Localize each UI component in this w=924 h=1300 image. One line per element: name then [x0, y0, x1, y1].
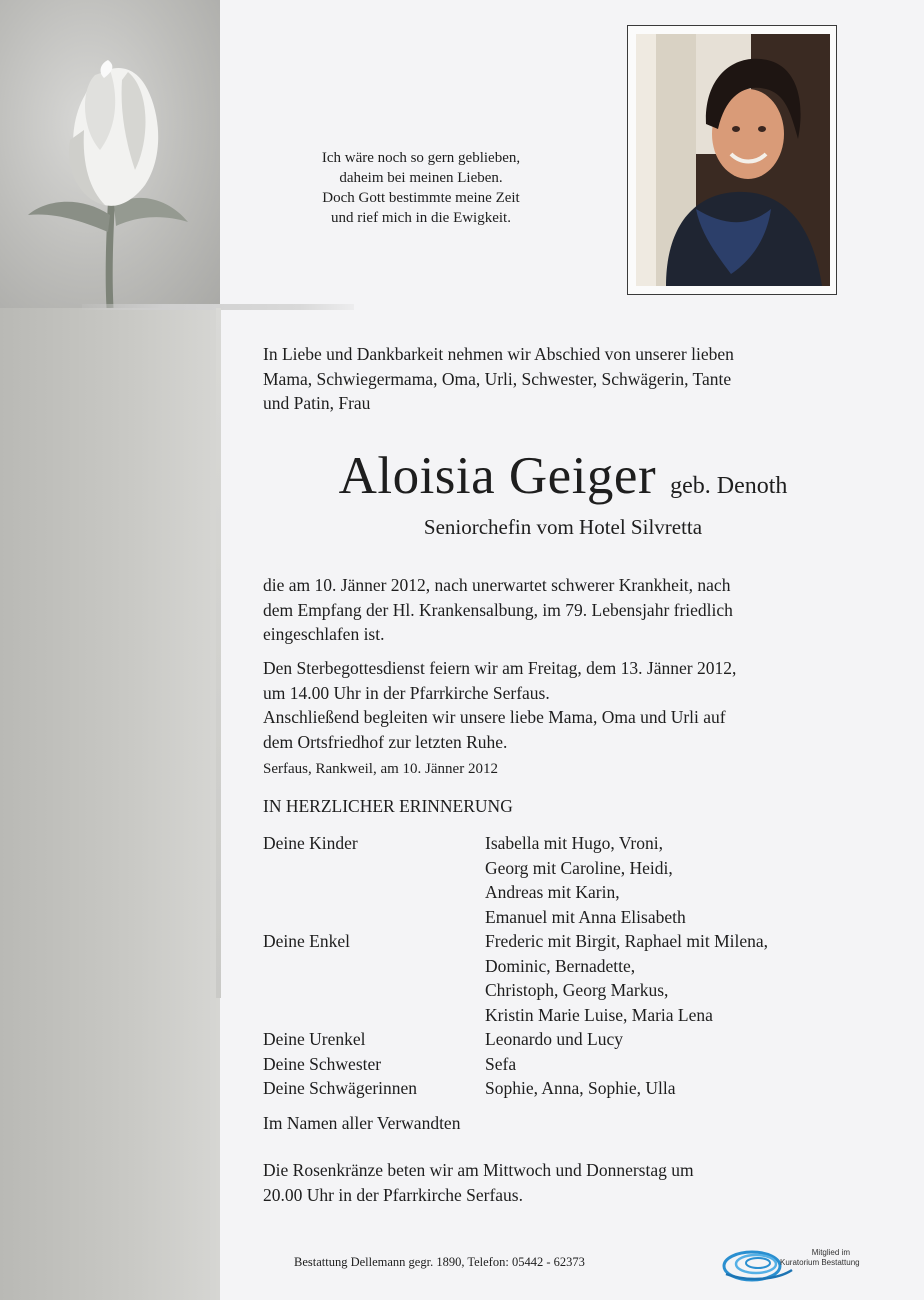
portrait-image	[636, 34, 830, 286]
death-notice-line: die am 10. Jänner 2012, nach unerwartet schwerer Krankheit, nach	[263, 575, 731, 595]
family-row	[263, 1076, 883, 1101]
portrait-photo	[627, 25, 837, 295]
family-names-line: Kristin Marie Luise, Maria Lena	[485, 1004, 713, 1025]
rosary-info	[263, 1158, 873, 1207]
deceased-name: Aloisia Geiger	[338, 447, 657, 505]
on-behalf	[263, 1111, 873, 1136]
rosary-line: Die Rosenkränze beten wir am Mittwoch und Donnerstag um	[263, 1160, 694, 1180]
service-info	[263, 656, 873, 754]
remembrance-heading: IN HERZLICHER ERINNERUNG	[263, 796, 513, 816]
intro-line: Mama, Schwiegermama, Oma, Urli, Schwester, Schwägerin, Tante	[263, 368, 732, 389]
family-row	[263, 1027, 883, 1052]
family-row	[263, 831, 883, 929]
death-notice-line: dem Empfang der Hl. Krankensalbung, im 79. Lebensjahr friedlich	[263, 599, 733, 620]
poem-line: und rief mich in die Ewigkeit.	[331, 210, 511, 226]
logo-caption-line: Mitglied im	[811, 1248, 850, 1257]
rose-image	[0, 0, 220, 308]
family-row	[263, 1052, 883, 1077]
family-role: Deine Kinder	[263, 833, 358, 853]
deceased-name-row	[263, 446, 863, 506]
poem-line: Doch Gott bestimmte meine Zeit	[322, 190, 520, 206]
logo-caption-line: Kuratorium Bestattung	[780, 1258, 860, 1267]
divider-line	[216, 308, 221, 998]
service-line: Den Sterbegottesdienst feiern wir am Freitag, dem 13. Jänner 2012,	[263, 658, 737, 678]
deceased-role: Seniorchefin vom Hotel Silvretta	[423, 515, 703, 539]
death-notice	[263, 573, 873, 647]
rose-icon	[0, 0, 220, 308]
family-names-line: Frederic mit Birgit, Raphael mit Milena,	[485, 931, 769, 951]
family-names-line: Emanuel mit Anna Elisabeth	[485, 906, 686, 927]
poem	[276, 148, 566, 228]
family-names-line: Andreas mit Karin,	[485, 882, 620, 902]
footer-undertaker: Bestattung Dellemann gegr. 1890, Telefon: 05442 - 62373	[294, 1255, 585, 1269]
family-role: Deine Enkel	[263, 931, 350, 951]
family-names-line: Sophie, Anna, Sophie, Ulla	[485, 1078, 676, 1098]
logo-caption	[780, 1248, 860, 1268]
place-date: Serfaus, Rankweil, am 10. Jänner 2012	[263, 761, 498, 777]
intro-text	[263, 342, 863, 416]
maiden-name: geb. Denoth	[670, 473, 788, 499]
family-names-line: Leonardo und Lucy	[485, 1029, 624, 1049]
intro-line: und Patin, Frau	[263, 393, 371, 413]
family-role: Deine Urenkel	[263, 1029, 366, 1049]
family-names-line: Christoph, Georg Markus,	[485, 980, 669, 1000]
family-row	[263, 929, 883, 1027]
family-role: Deine Schwester	[263, 1053, 382, 1074]
intro-line: In Liebe und Dankbarkeit nehmen wir Abschied von unserer lieben	[263, 344, 734, 364]
poem-line: daheim bei meinen Lieben.	[339, 170, 503, 186]
family-names-line: Dominic, Bernadette,	[485, 955, 636, 976]
rosary-line: 20.00 Uhr in der Pfarrkirche Serfaus.	[263, 1184, 523, 1205]
family-names-line: Isabella mit Hugo, Vroni,	[485, 833, 663, 853]
on-behalf-text: Im Namen aller Verwandten	[263, 1113, 461, 1133]
family-list	[263, 831, 883, 1101]
poem-line: Ich wäre noch so gern geblieben,	[321, 150, 521, 166]
service-line: dem Ortsfriedhof zur letzten Ruhe.	[263, 731, 508, 752]
family-role: Deine Schwägerinnen	[263, 1078, 418, 1098]
service-line: Anschließend begleiten wir unsere liebe Mama, Oma und Urli auf	[263, 707, 726, 727]
family-names-line: Georg mit Caroline, Heidi,	[485, 857, 673, 878]
service-line: um 14.00 Uhr in der Pfarrkirche Serfaus.	[263, 682, 550, 703]
death-notice-line: eingeschlafen ist.	[263, 624, 385, 644]
family-names-line: Sefa	[485, 1053, 517, 1074]
